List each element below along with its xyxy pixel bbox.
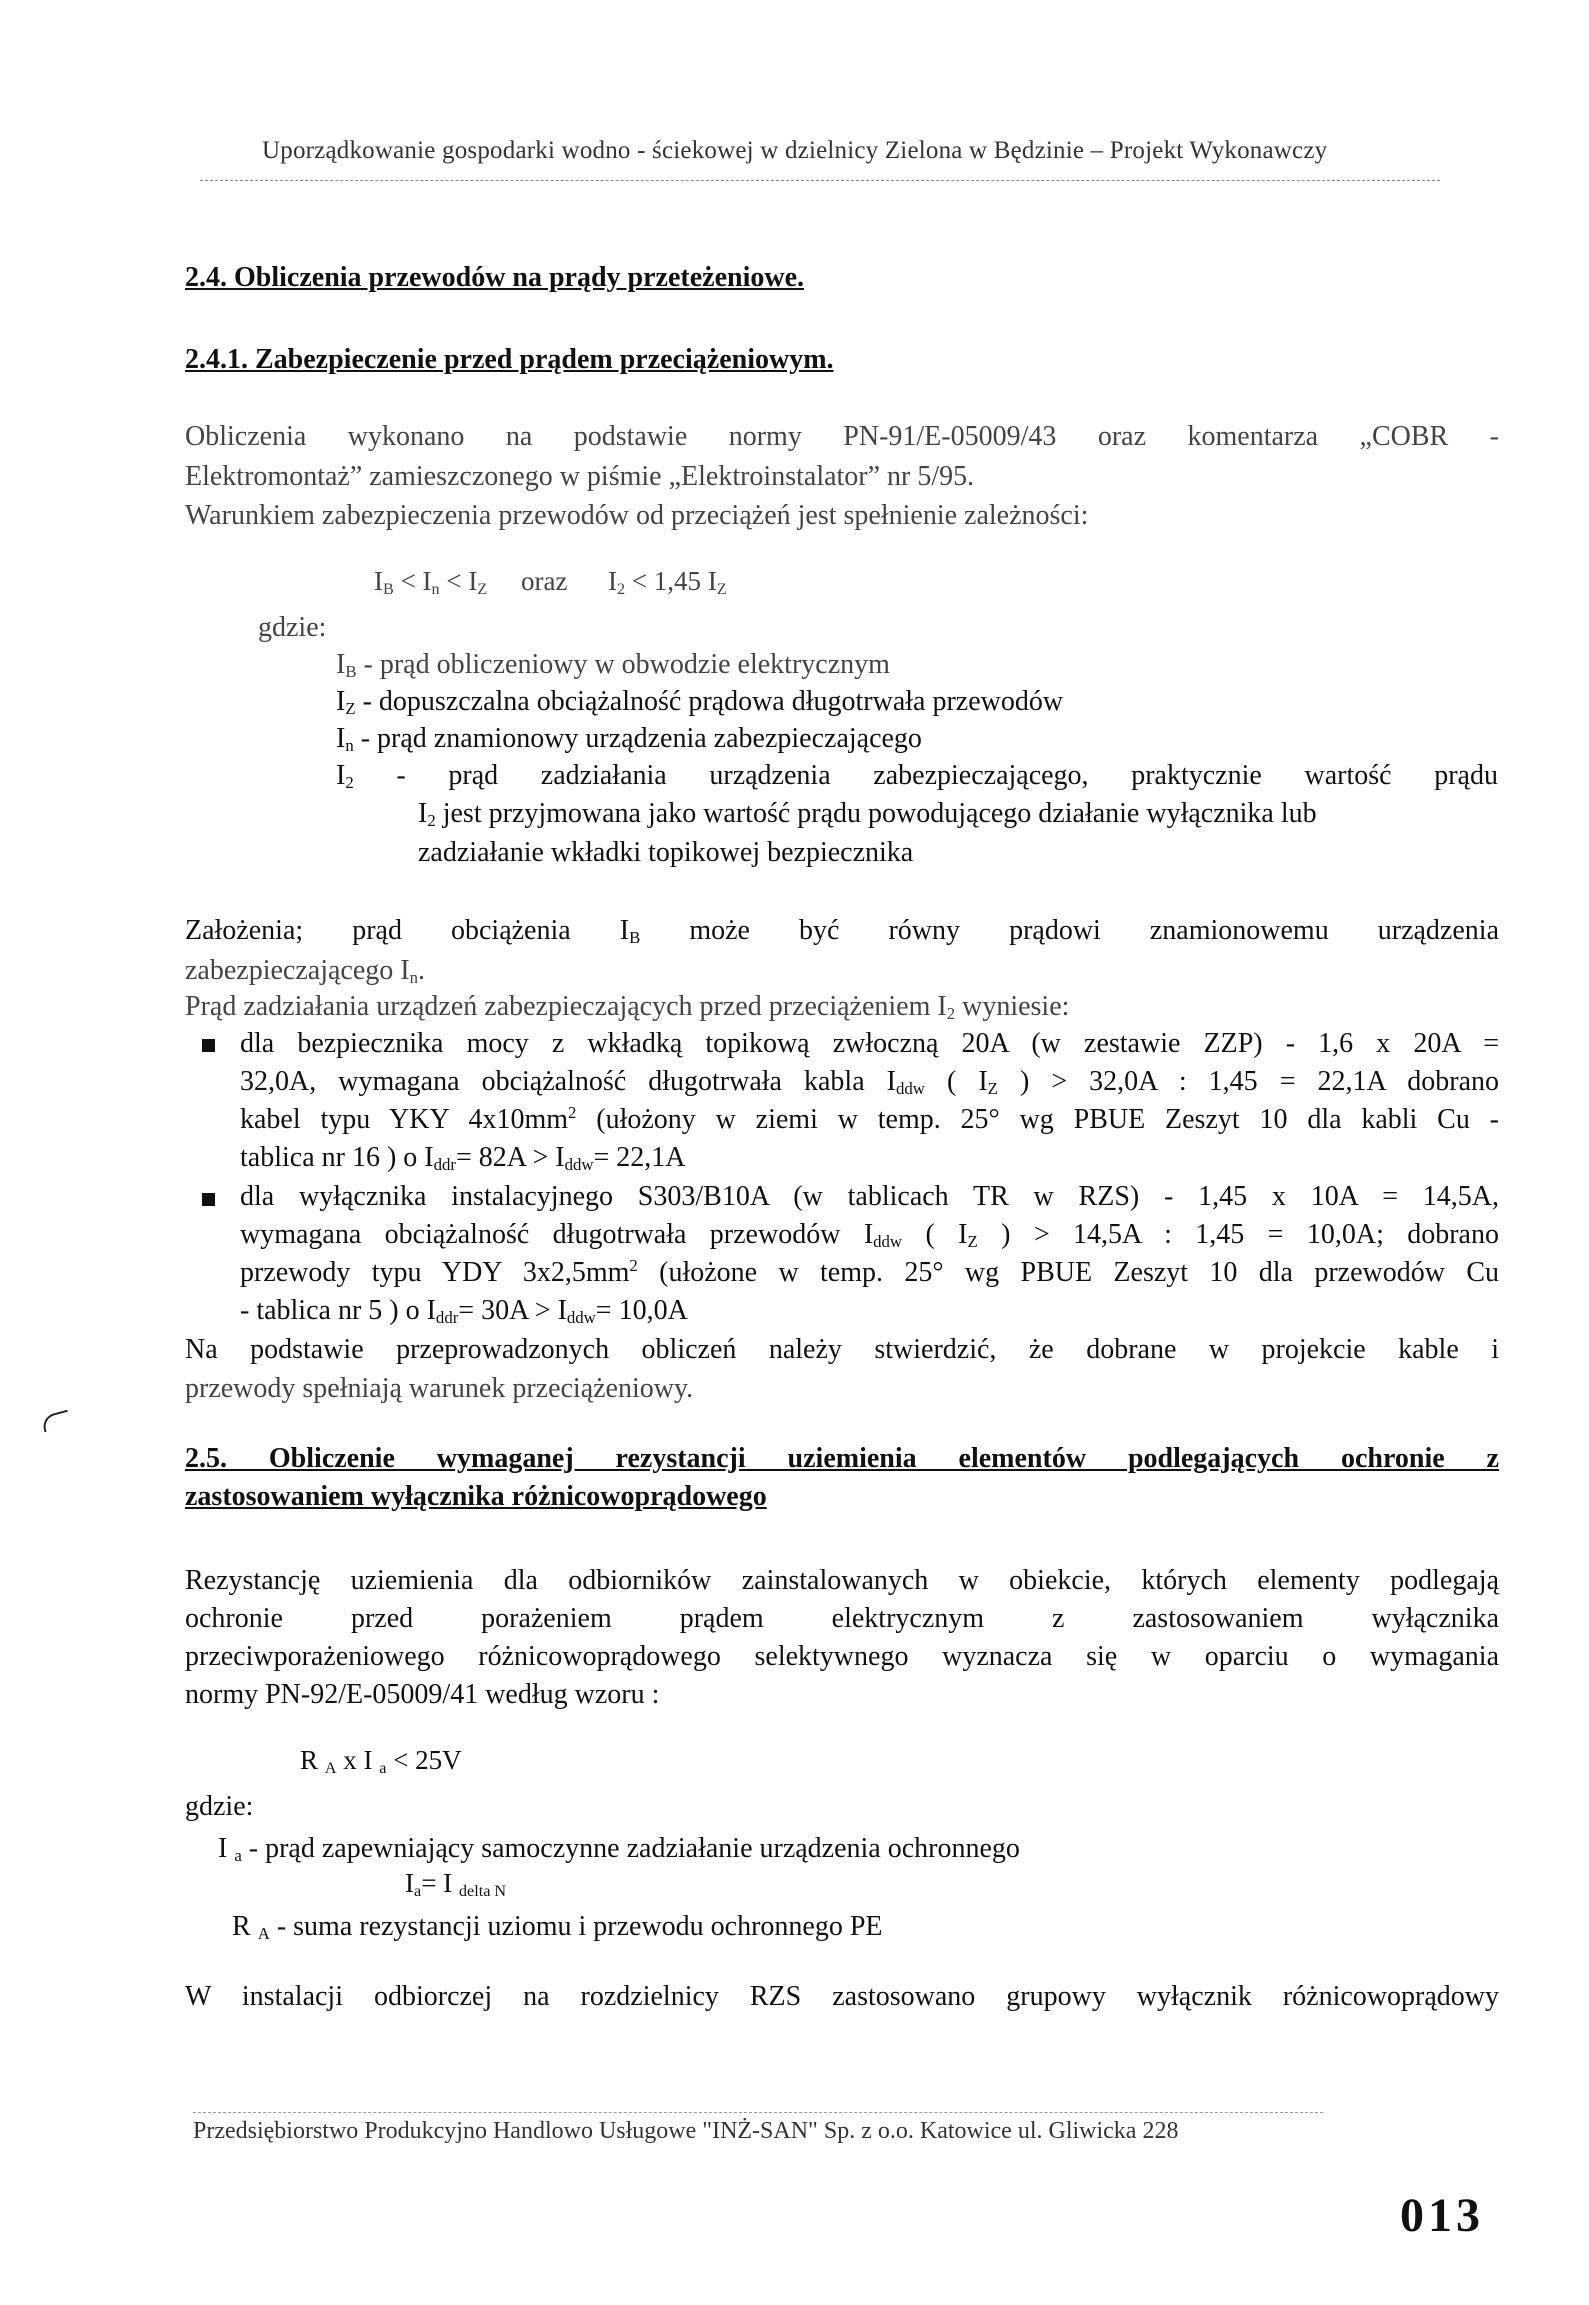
document-footer: Przedsiębiorstwo Produkcyjno Handlowo Usługowe "INŻ-SAN" Sp. z o.o. Katowice ul. Gliwicka 228	[193, 2118, 1179, 2144]
section-2-5-title-line-1: 2.5. Obliczenie wymaganej rezystancji uziemienia elementów podlegających ochronie z	[185, 1443, 1499, 1474]
assumption-line-1: Założenia; prąd obciążenia $I_B$ może być równy prądowi znamionowemu urządzenia	[185, 915, 1499, 947]
bullet2-line-2: wymagana obciążalność długotrwała przewodów $I_{ddw}$ ( $I_Z$ ) > 14,5A : 1,45 = 10,0A; dobrano	[240, 1219, 1499, 1251]
def-i2-line-2: $I_2$ jest przyjmowana jako wartość prądu powodującego działanie wyłącznika lub	[418, 798, 1317, 830]
conclusion-line-1: Na podstawie przeprowadzonych obliczeń należy stwierdzić, że dobrane w projekcie kable i	[185, 1334, 1499, 1365]
def-ia: I $_a$ - prąd zapewniający samoczynne zadziałanie urządzenia ochronnego	[218, 1833, 1020, 1865]
overload-condition: $I_B < I_n < I_Z$ oraz $I_2 < 1,45$ $I_Z$	[374, 566, 727, 598]
where-label: gdzie:	[185, 1791, 254, 1822]
def-iz: $I_Z$ - dopuszczalna obciążalność prądowa długotrwała przewodów	[336, 686, 1064, 718]
header-divider	[200, 180, 1440, 181]
def-ra: R $_A$ - suma rezystancji uziomu i przewodu ochronnego PE	[232, 1911, 883, 1943]
bullet2-line-3: przewody typu YDY $3x2,5mm^2$ (ułożone w temp. 25° wg PBUE Zeszyt 10 dla przewodów Cu	[240, 1256, 1499, 1288]
bullet1-line-2: 32,0A, wymagana obciążalność długotrwała kabla $I_{ddw}$ ( $I_Z$ ) > 32,0A : 1,45 = 22,1A dobrano	[240, 1066, 1500, 1098]
def-ib: $I_B$ - prąd obliczeniowy w obwodzie elektrycznym	[336, 649, 890, 681]
bullet-marker	[202, 1193, 215, 1206]
assumption-line-2: zabezpieczającego $I_n$.	[185, 955, 425, 987]
def-i2-line-3: zadziałanie wkładki topikowej bezpiecznika	[418, 837, 914, 868]
bullet1-line-3: kabel typu YKY $4x10mm^2$ (ułożony w ziemi w temp. 25° wg PBUE Zeszyt 10 dla kabli Cu -	[240, 1103, 1499, 1135]
assumption-line-3: Prąd zadziałania urządzeń zabezpieczających przed przeciążeniem $I_2$ wyniesie:	[185, 991, 1070, 1023]
def-ia-equation: $I_a= I$ $_{delta N}$	[405, 1868, 507, 1900]
intro-line-3: Warunkiem zabezpieczenia przewodów od przeciążeń jest spełnienie zależności:	[185, 500, 1089, 531]
resist-line-3: przeciwporażeniowego różnicowoprądowego selektywnego wyznacza się w oparciu o wymagania	[185, 1641, 1499, 1672]
intro-line-1: Obliczenia wykonano na podstawie normy PN-91/E-05009/43 oraz komentarza „COBR -	[185, 421, 1499, 452]
intro-line-2: Elektromontaż” zamieszczonego w piśmie „Elektroinstalator” nr 5/95.	[185, 461, 975, 492]
resist-line-4: normy PN-92/E-05009/41 według wzoru :	[185, 1679, 660, 1710]
bullet1-line-1: dla bezpiecznika mocy z wkładką topikową zwłoczną 20A (w zestawie ZZP) - 1,6 x 20A =	[240, 1028, 1499, 1059]
bullet-marker	[202, 1039, 215, 1052]
margin-pen-mark	[40, 1410, 71, 1433]
def-in: $I_n$ - prąd znamionowy urządzenia zabezpieczającego	[336, 723, 922, 755]
section-2-4-title: 2.4. Obliczenia przewodów na prądy przeteżeniowe.	[185, 262, 805, 293]
section-2-4-1-title: 2.4.1. Zabezpieczenie przed prądem przeciążeniowym.	[185, 344, 834, 375]
section-2-5-title-line-2: zastosowaniem wyłącznika różnicowoprądowego	[185, 1481, 767, 1512]
document-header: Uporządkowanie gospodarki wodno - ściekowej w dzielnicy Zielona w Będzinie – Projekt Wykonawczy	[262, 137, 1328, 164]
resist-line-1: Rezystancję uziemienia dla odbiorników zainstalowanych w obiekcie, których elementy podlegają	[185, 1565, 1499, 1596]
resistance-formula: R $_A$ x I $_a$ < 25V	[300, 1745, 462, 1777]
last-line: W instalacji odbiorczej na rozdzielnicy RZS zastosowano grupowy wyłącznik różnicowoprądowy	[185, 1981, 1499, 2012]
bullet2-line-1: dla wyłącznika instalacyjnego S303/B10A (w tablicach TR w RZS) - 1,45 x 10A = 14,5A,	[240, 1181, 1499, 1212]
page-number: 013	[1400, 2189, 1484, 2242]
where-label: gdzie:	[258, 612, 327, 643]
footer-divider	[193, 2112, 1323, 2113]
bullet2-line-4: - tablica nr 5 ) o $I_{ddr}= 30A > I_{ddw}= 10,0A$	[240, 1295, 688, 1327]
bullet1-line-4: tablica nr 16 ) o $I_{ddr}= 82A > I_{ddw}= 22,1A$	[240, 1142, 686, 1174]
conclusion-line-2: przewody spełniają warunek przeciążeniowy.	[185, 1373, 694, 1404]
def-i2-line-1: $I_2$ - prąd zadziałania urządzenia zabezpieczającego, praktycznie wartość prądu	[336, 760, 1498, 792]
resist-line-2: ochronie przed porażeniem prądem elektrycznym z zastosowaniem wyłącznika	[185, 1603, 1499, 1634]
